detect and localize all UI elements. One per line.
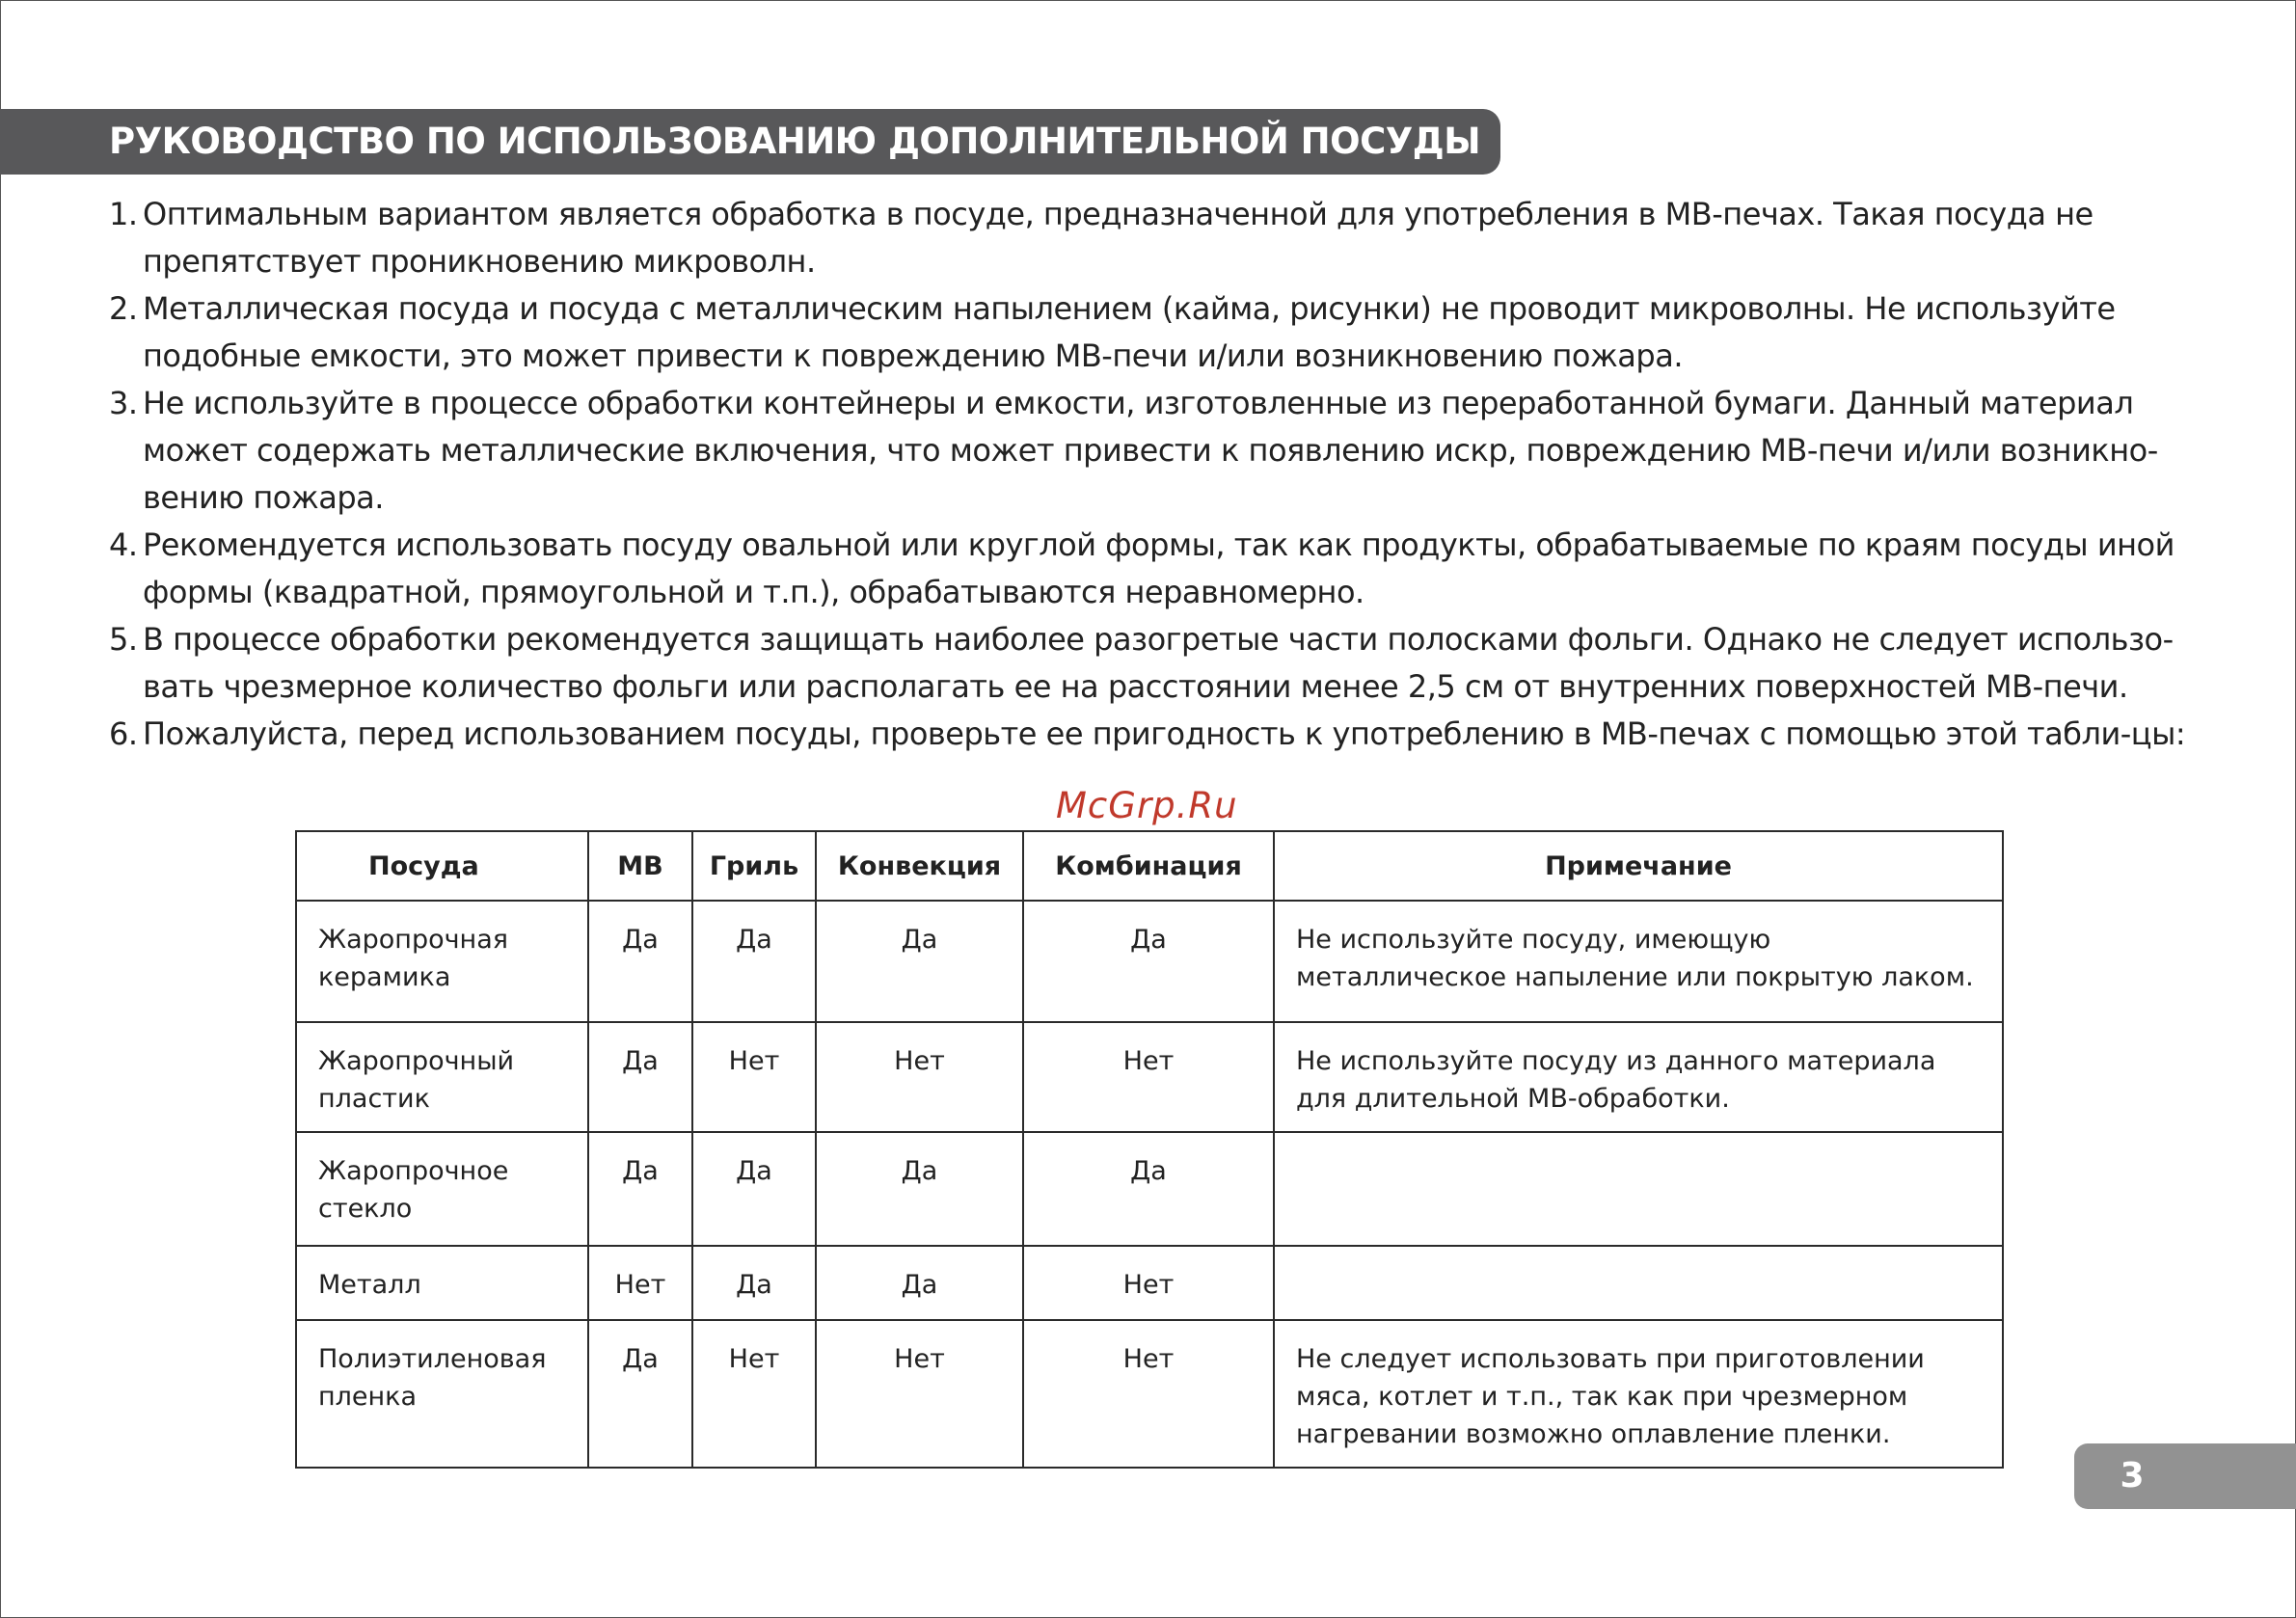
table-row [296, 1132, 2003, 1246]
list-item-text: В процессе обработки рекомендуется защищать наиболее разогретые части полосками фольги. Однако не следует использо-вать чрезмерное количество фольги или располагать ее на расстоянии менее 2,5 см от внутренних поверхностей МВ-печи. [143, 621, 2174, 705]
cell-grill: Да [692, 1132, 816, 1246]
cell-convection: Да [816, 1246, 1023, 1320]
cell-dish: Металл [296, 1246, 588, 1320]
list-item-number: 2. [109, 290, 138, 327]
column-header-dish: Посуда [296, 831, 588, 901]
cell-note: Не используйте посуду из данного материала для длительной МВ-обработки. [1274, 1022, 2003, 1132]
cookware-table [295, 830, 2004, 1469]
page-title: РУКОВОДСТВО ПО ИСПОЛЬЗОВАНИЮ ДОПОЛНИТЕЛЬНОЙ ПОСУДЫ [109, 121, 1481, 162]
column-header-note: Примечание [1274, 831, 2003, 901]
cell-dish: Полиэтиленовая пленка [296, 1320, 588, 1468]
cell-dish: Жаропрочная керамика [296, 901, 588, 1022]
table-row [296, 1246, 2003, 1320]
cell-dish: Жаропрочное стекло [296, 1132, 588, 1246]
cell-grill: Нет [692, 1022, 816, 1132]
cell-mv: Да [588, 901, 692, 1022]
cell-dish: Жаропрочный пластик [296, 1022, 588, 1132]
cell-convection: Да [816, 1132, 1023, 1246]
cell-mv: Да [588, 1022, 692, 1132]
table-row [296, 901, 2003, 1022]
list-item [109, 522, 2211, 616]
cell-note: Не следует использовать при приготовлении мяса, котлет и т.п., так как при чрезмерном нагревании возможно оплавление пленки. [1274, 1320, 2003, 1468]
column-header-mv: МВ [588, 831, 692, 901]
page-number: 3 [2120, 1456, 2145, 1496]
cell-grill: Да [692, 901, 816, 1022]
cell-combination: Нет [1023, 1022, 1274, 1132]
cell-grill: Нет [692, 1320, 816, 1468]
cell-combination: Нет [1023, 1246, 1274, 1320]
column-header-combination: Комбинация [1023, 831, 1274, 901]
column-header-convection: Конвекция [816, 831, 1023, 901]
list-item-number: 5. [109, 621, 138, 658]
list-item [109, 191, 2211, 285]
cell-mv: Да [588, 1320, 692, 1468]
list-item [109, 285, 2211, 380]
list-item [109, 616, 2211, 711]
list-item-text: Не используйте в процессе обработки контейнеры и емкости, изготовленные из переработанной бумаги. Данный материал может содержать металлические включения, что может привести к появлению искр, повреждению МВ-печи и/или возникно-вению пожара. [143, 385, 2158, 516]
cell-convection: Нет [816, 1320, 1023, 1468]
list-item-text: Металлическая посуда и посуда с металлическим напылением (кайма, рисунки) не проводит микроволны. Не используйте подобные емкости, это может привести к повреждению МВ-печи и/или возникновению пожара. [143, 290, 2116, 374]
watermark: McGrp.Ru [1056, 785, 1238, 826]
table-row [296, 1022, 2003, 1132]
instructions-list [109, 191, 2211, 758]
list-item-number: 3. [109, 385, 138, 421]
list-item [109, 380, 2211, 522]
list-item-number: 6. [109, 715, 138, 752]
cell-note [1274, 1132, 2003, 1246]
cell-note: Не используйте посуду, имеющую металлическое напыление или покрытую лаком. [1274, 901, 2003, 1022]
column-header-grill: Гриль [692, 831, 816, 901]
list-item [109, 711, 2211, 758]
table-header-row [296, 831, 2003, 901]
cell-combination: Нет [1023, 1320, 1274, 1468]
cell-convection: Да [816, 901, 1023, 1022]
list-item-number: 4. [109, 526, 138, 563]
cell-combination: Да [1023, 901, 1274, 1022]
cell-convection: Нет [816, 1022, 1023, 1132]
cell-combination: Да [1023, 1132, 1274, 1246]
cell-note [1274, 1246, 2003, 1320]
list-item-text: Рекомендуется использовать посуду овальной или круглой формы, так как продукты, обрабатываемые по краям посуды иной формы (квадратной, прямоугольной и т.п.), обрабатываются неравномерно. [143, 526, 2174, 610]
list-item-text: Пожалуйста, перед использованием посуды, проверьте ее пригодность к употреблению в МВ-печах с помощью этой табли-цы: [143, 715, 2186, 752]
list-item-number: 1. [109, 196, 138, 232]
cell-grill: Да [692, 1246, 816, 1320]
cell-mv: Да [588, 1132, 692, 1246]
cell-mv: Нет [588, 1246, 692, 1320]
table-row [296, 1320, 2003, 1468]
list-item-text: Оптимальным вариантом является обработка в посуде, предназначенной для употребления в МВ-печах. Такая посуда не препятствует проникновению микроволн. [143, 196, 2093, 280]
